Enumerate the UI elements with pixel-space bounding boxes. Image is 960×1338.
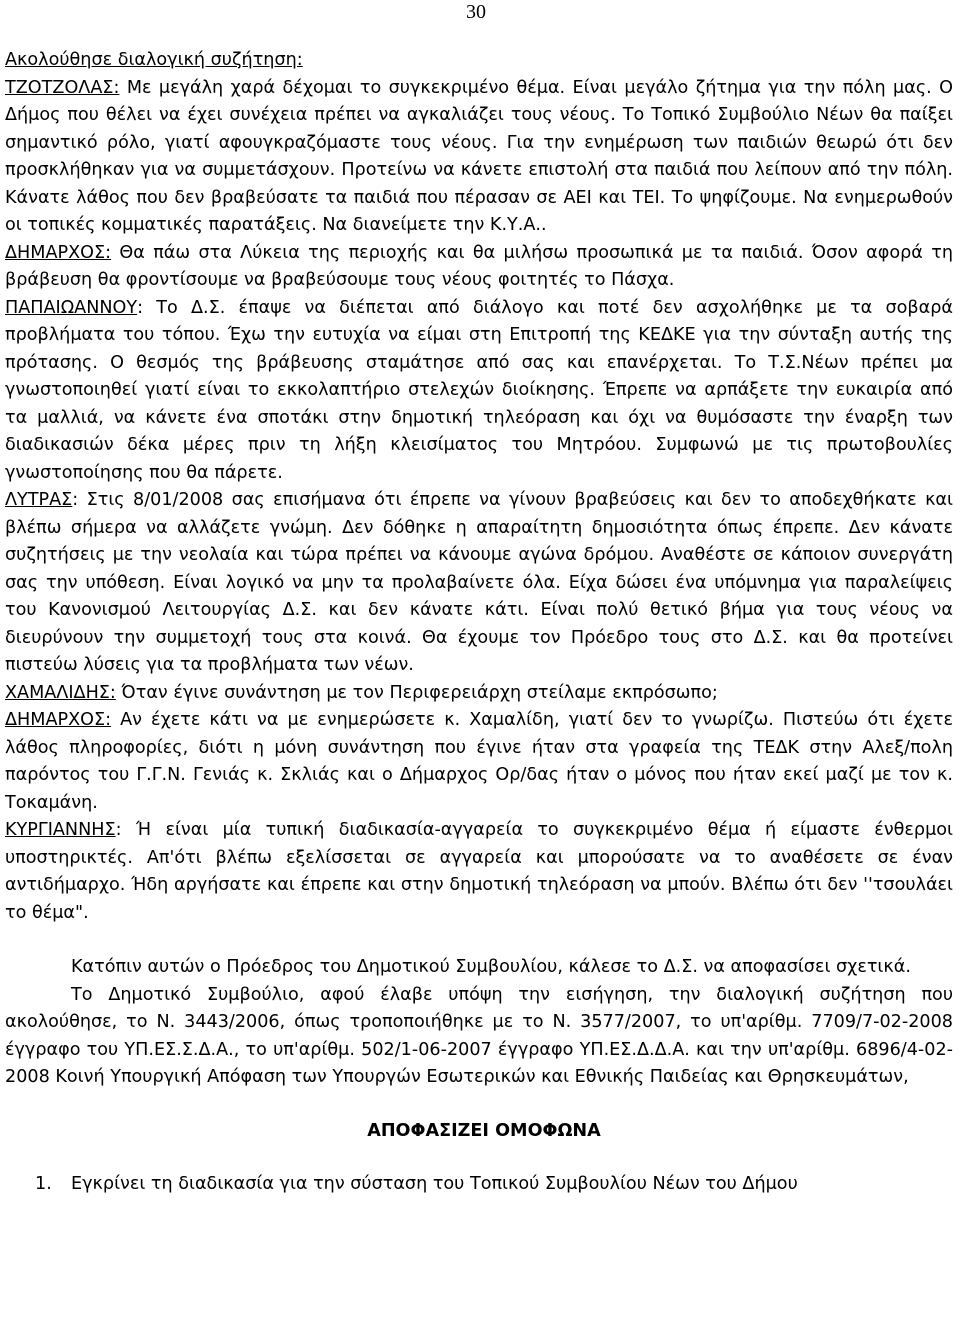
document-body [5,47,953,1198]
dialogue-entry [5,295,953,488]
speaker-text: Θα πάω στα Λύκεια της περιοχής και θα μιλήσω προσωπικά με τα παιδιά. Όσον αφορά τη βράβευση θα φροντίσουμε να βραβεύσουμε τους νέους φοιτητές το Πάσχα. [5,242,953,290]
speaker-text: : Ή είναι μία τυπική διαδικασία-αγγαρεία το συγκεκριμένο θέμα ή είμαστε ένθερμοι υποστηρικτές. Απ'ότι βλέπω εξελίσσεται σε αγγαρεία και μπορούσατε να το αναθέσετε σε έναν αντιδήμαρχο. Ήδη αργήσατε και έπρεπε και στην δημοτική τηλεόραση να μπούν. Βλέπω ότι δεν ''τσουλάει το θέμα". [5,820,953,923]
dialogue-entry [5,817,953,927]
speaker-name: ΤΖΟΤΖΟΛΑΣ: [5,77,120,98]
spacer [5,1092,953,1118]
speaker-name: ΔΗΜΑΡΧΟΣ: [5,242,112,263]
spacer [5,1145,953,1171]
decision-number: 1. [35,1173,52,1194]
speaker-name: ΔΗΜΑΡΧΟΣ: [5,710,112,730]
dialogue-entry [5,487,953,680]
decision-item [5,1171,953,1199]
speaker-name: ΚΥΡΓΙΑΝΝΗΣ [5,820,116,840]
dialogue-entry [5,75,953,240]
intro-line [5,47,953,75]
speaker-text: Αν έχετε κάτι να με ενημερώσετε κ. Χαμαλίδη, γιατί δεν το γνωρίζω. Πιστεύω ότι έχετε λάθος πληροφορίες, διότι η μόνη συνάντηση που έγινε ήταν στα γραφεία της ΤΕΔΚ στην Αλεξ/πολη παρόντος του Γ.Γ.Ν. Γενιάς κ. Σκλιάς και ο Δήμαρχος Ορ/δας ήταν ο μόνος που ήταν εκεί μαζί με τον κ. Τοκαμάνη. [5,710,953,813]
dialogue-entry [5,707,953,817]
page-number: 30 [466,1,486,23]
speaker-name: ΠΑΠΑΙΩΑΝΝΟΥ [5,297,138,318]
closing-paragraph: Κατόπιν αυτών ο Πρόεδρος του Δημοτικού Συμβουλίου, κάλεσε το Δ.Σ. να αποφασίσει σχετικά. [71,957,911,977]
dialogue-entry [5,680,953,708]
intro-text: Ακολούθησε διαλογική συζήτηση: [5,50,303,70]
closing-paragraph: Το Δημοτικό Συμβούλιο, αφού έλαβε υπόψη την εισήγηση, την διαλογική συζήτηση που ακολούθησε, το Ν. 3443/2006, όπως τροποποιήθηκε με το Ν. 3577/2007, το υπ'αρίθμ. 7709/7-02-2008 έγγραφο του ΥΠ.ΕΣ.Σ.Δ.Α., το υπ'αρίθμ. 502/1-06-2007 έγγραφο ΥΠ.ΕΣ.Δ.Δ.Α. και την υπ'αρίθμ. 6896/4-02-2008 Κοινή Υπουργική Απόφαση των Υπουργών Εσωτερικών και Εθνικής Παιδείας και Θρησκευμάτων, [5,984,953,1087]
spacer [5,927,953,954]
speaker-text: Όταν έγινε συνάντηση με τον Περιφερειάρχη στείλαμε εκπρόσωπο; [115,682,718,703]
dialogue-entry [5,240,953,295]
decision-title: ΑΠΟΦΑΣΙΖΕΙ ΟΜΟΦΩΝΑ [367,1120,601,1141]
speaker-text: : Το Δ.Σ. έπαψε να διέπεται από διάλογο και ποτέ δεν ασχολήθηκε με τα σοβαρά προβλήματα του τόπου. Έχω την ευτυχία να είμαι στη Επιτροπή της ΚΕΔΚΕ για την σύνταξη αυτής της πρότασης. Ο θεσμός της βράβευσης σταμάτησε από σας και επανέρχεται. Το Τ.Σ.Νέων πρέπει μα γνωστοποιηθεί γιατί είναι το εκκολαπτήριο στελεχών διοίκησης. Έπρεπε να αρπάξετε την ευκαιρία από τα μαλλιά, να κάνετε ένα σποτάκι στην δημοτική τηλεόραση και όχι να θυμόσαστε την έναρξη των διαδικασιών δέκα μέρες πριν τη λήξη κλεισίματος του Μητρόου. Συμφωνώ με τις πρωτοβουλίες γνωστοποίησης που θα πάρετε. [5,297,953,483]
speaker-text: : Στις 8/01/2008 σας επισήμανα ότι έπρεπε να γίνουν βραβεύσεις και δεν το αποδεχθήκατε και βλέπω σήμερα να αλλάζετε γνώμη. Δεν δόθηκε η απαραίτητη δημοσιότητα όπως έπρεπε. Δεν κάνατε συζητήσεις με την νεολαία και τώρα πρέπει να κάνουμε αγώνα δρόμου. Αναθέστε σε κάποιον συνεργάτη σας την υπόθεση. Είναι λογικό να μην τα προλαβαίνετε όλα. Είχα δώσει ένα υπόμνημα για παραλείψεις του Κανονισμού Λειτουργίας Δ.Σ. και δεν κάνατε κάτι. Είναι πολύ θετικό βήμα για τους νέους να διευρύνουν την συμμετοχή τους στα κοινά. Θα έχουμε τον Πρόεδρο τους στο Δ.Σ. και θα προτείνει πιστεύω λύσεις για τα προβλήματα των νέων. [5,490,953,675]
speaker-name: ΧΑΜΑΛΙΔΗΣ: [5,682,116,703]
speaker-text: Με μεγάλη χαρά δέχομαι το συγκεκριμένο θέμα. Είναι μεγάλο ζήτημα για την πόλη μας. Ο Δήμος που θέλει να έχει συνέχεια πρέπει να αγκαλιάζει τους νέους. Το Τοπικό Συμβούλιο Νέων θα παίξει σημαντικό ρόλο, γιατί αφουγκραζόμαστε τους νέους. Για την ενημέρωση των παιδιών θεωρώ ότι δεν προσκλήθηκαν για να συμμετάσχουν. Προτείνω να κάνετε επιστολή στα παιδιά που λείπουν από την πόλη. Κάνατε λάθος που δεν βραβεύσατε τα παιδιά που πέρασαν σε ΑΕΙ και ΤΕΙ. Το ψηφίζουμε. Να ενημερωθούν οι τοπικές κομματικές παρατάξεις. Να διανείμετε την Κ.Υ.Α.. [5,77,953,235]
decision-text: Εγκρίνει τη διαδικασία για την σύσταση του Τοπικού Συμβουλίου Νέων του Δήμου [71,1173,798,1194]
speaker-name: ΛΥΤΡΑΣ [5,490,73,510]
